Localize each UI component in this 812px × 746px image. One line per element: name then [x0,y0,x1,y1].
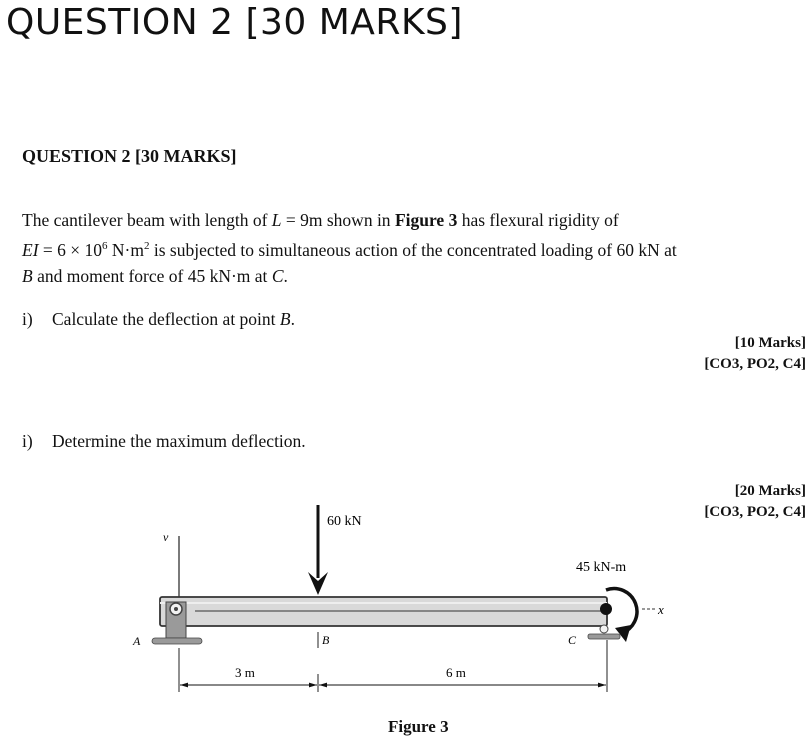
statement-line-3: B and moment force of 45 kN·m at C. [22,265,288,286]
moment-label: 45 kN-m [576,560,627,575]
part-1-outcomes: [CO3, PO2, C4] [704,356,806,372]
load-label: 60 kN [327,514,362,529]
part-1-number: i) [22,309,33,329]
beam [160,597,607,626]
figure-caption: Figure 3 [388,717,449,736]
part-1-mark-value: [10 Marks] [734,335,806,351]
v-axis-label: v [163,530,169,544]
point-b-label: B [322,633,330,647]
dimension-ab-label: 3 m [235,665,255,680]
point-c-label: C [568,633,577,647]
figure-reference: Figure 3 [394,210,458,230]
part-2-outcomes: [CO3, PO2, C4] [704,504,806,520]
question-heading: QUESTION 2 [30 MARKS] [22,146,237,166]
part-1-text: Calculate the deflection at point [52,309,280,329]
part-2-mark-value: [20 Marks] [734,483,806,499]
part-1: i) Calculate the deflection at point B. [22,309,295,329]
part-2-number: i) [22,431,33,451]
roller-support-c [588,625,620,639]
x-axis-label: x [658,602,664,617]
part-2-text: Determine the maximum deflection. [52,431,306,451]
point-a-label: A [133,634,141,648]
statement-line-1: The cantilever beam with length of L = 9m shown in Figure 3 has flexural rigidity of [22,210,619,230]
load-arrow [308,505,328,595]
page-title: QUESTION 2 [30 MARKS] [6,2,463,43]
dimension-bc-label: 6 m [446,665,466,680]
statement-line-2: EI = $6 \times 10^6$ $N\cdot m^2$ is subjected to simultaneous action of the concentrated loading of 60 kN at [22,239,677,260]
